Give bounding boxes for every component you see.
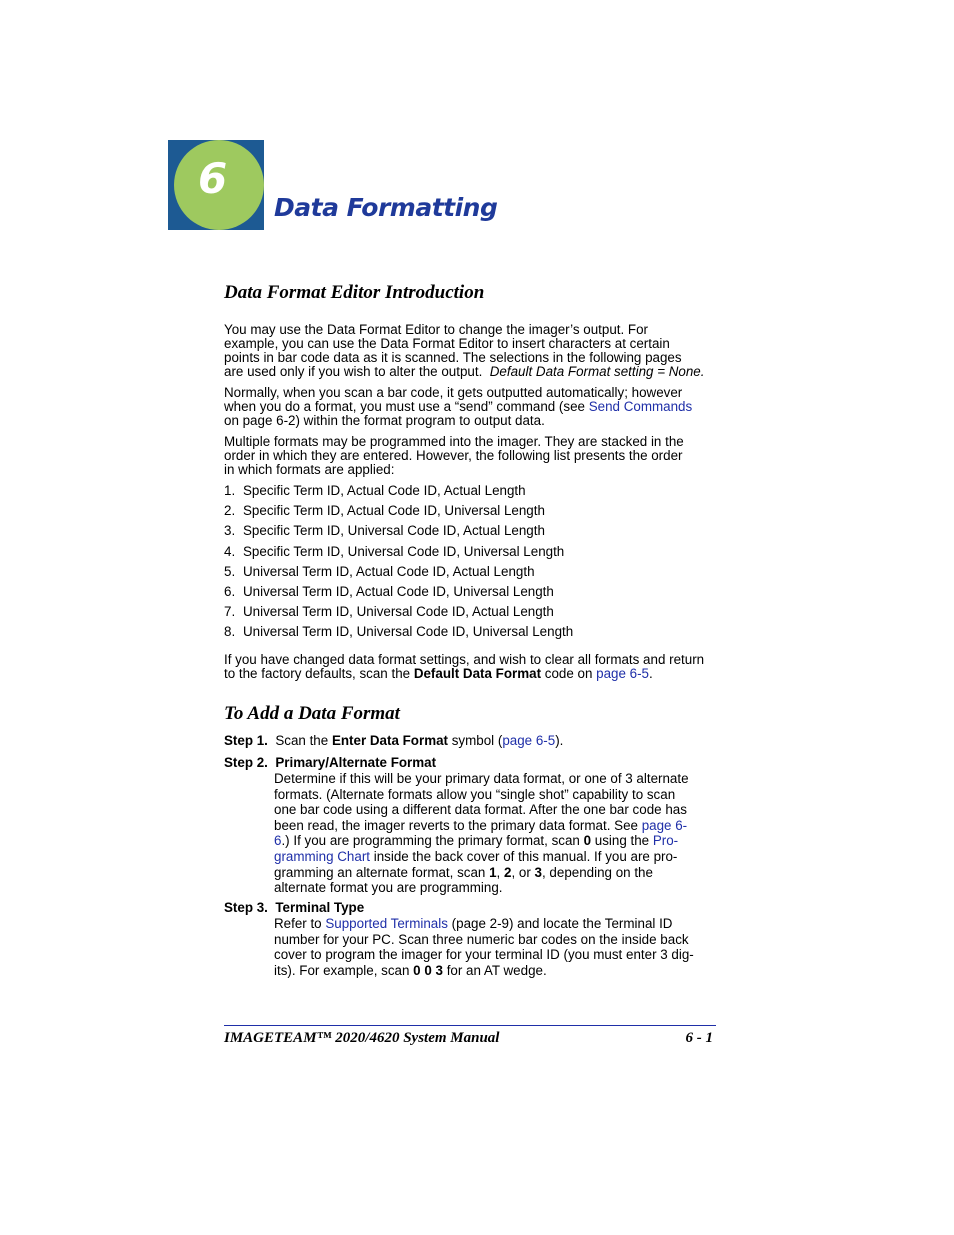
text-line [224, 667, 719, 681]
text-span: when you do a format, you must use a “send” command (see [224, 399, 589, 414]
text-span: .) If you are programming the primary format, scan [281, 833, 584, 849]
text-span: using the [591, 833, 653, 849]
bold-text: 3 [534, 864, 542, 880]
text-span: its). For example, scan [274, 962, 414, 978]
text-line [274, 849, 714, 865]
text-span: Refer to [274, 916, 326, 931]
text-line: number for your PC. Scan three numeric bar codes on the inside back [274, 931, 689, 947]
text-line [274, 833, 714, 849]
default-setting-note: Default Data Format setting = None. [489, 364, 705, 379]
text-line [224, 400, 719, 414]
text-span: are used only if you wish to alter the output. [224, 364, 483, 379]
bold-text: Enter Data Format [331, 733, 449, 748]
list-item-text: Universal Term ID, Actual Code ID, Actual Length [243, 563, 535, 579]
list-item-text: Universal Term ID, Universal Code ID, Universal Length [243, 624, 574, 640]
list-item-number: 8. [224, 624, 236, 640]
list-item-text: Universal Term ID, Actual Code ID, Universal Length [243, 583, 554, 599]
text-span: ). [555, 733, 564, 748]
chapter-number: 6 [198, 154, 228, 203]
section-heading-intro: Data Format Editor Introduction [224, 282, 485, 303]
intro-paragraph [224, 323, 719, 379]
text-line: You may use the Data Format Editor to change the imager’s output. For [224, 322, 649, 337]
list-item [224, 564, 573, 584]
text-span: symbol ( [448, 733, 503, 748]
step-2-heading [224, 756, 436, 770]
list-item-text: Specific Term ID, Actual Code ID, Universal Length [243, 503, 545, 519]
programming-chart-link-cont[interactable]: gramming Chart [274, 848, 370, 864]
list-item [224, 584, 573, 604]
page-6-6-link-cont[interactable]: 6 [274, 833, 282, 849]
format-order-list [224, 483, 573, 645]
text-line: formats. (Alternate formats allow you “single shot” capability to scan [274, 786, 676, 802]
text-span: inside the back cover of this manual. If you are pro- [370, 848, 678, 864]
text-line: If you have changed data format settings, and wish to clear all formats and return [224, 652, 705, 667]
list-item-text: Specific Term ID, Universal Code ID, Universal Length [243, 543, 565, 559]
text-span: gramming an alternate format, scan [274, 864, 490, 880]
step-1 [224, 734, 563, 748]
chapter-title: Data Formatting [274, 193, 498, 222]
clear-formats-paragraph [224, 653, 719, 681]
text-span: , [496, 864, 504, 880]
send-commands-link[interactable]: Send Commands [588, 399, 693, 414]
supported-terminals-link[interactable]: Supported Terminals [325, 916, 448, 931]
page-6-6-link[interactable]: page 6- [641, 817, 688, 833]
bold-text: Default Data Format [413, 666, 542, 681]
text-span: Scan the [267, 733, 332, 748]
chapter-badge [168, 140, 264, 230]
section-heading-add-format: To Add a Data Format [224, 703, 400, 724]
list-item-number: 3. [224, 523, 236, 539]
step-2-body [274, 771, 714, 896]
list-item-number: 2. [224, 503, 236, 519]
text-line [274, 916, 714, 932]
text-span: (page 2-9) and locate the Terminal ID [447, 916, 673, 931]
text-line [274, 818, 714, 834]
list-item [224, 544, 573, 564]
bold-text: 0 [583, 833, 592, 849]
multiple-formats-paragraph [224, 435, 719, 477]
text-span: been read, the imager reverts to the primary data format. See [274, 817, 642, 833]
list-item [224, 503, 573, 523]
text-line: cover to program the imager for your terminal ID (you must enter 3 dig- [274, 947, 694, 963]
step-label: Step 1. [224, 733, 268, 748]
list-item-text: Specific Term ID, Actual Code ID, Actual Length [243, 483, 526, 498]
text-line [224, 365, 719, 379]
step-3-body [274, 916, 714, 978]
text-line: Determine if this will be your primary data format, or one of 3 alternate [274, 771, 689, 786]
text-span: code on [541, 666, 597, 681]
text-span: . [649, 666, 653, 681]
text-line: Normally, when you scan a bar code, it gets outputted automatically; however [224, 385, 683, 400]
list-item [224, 604, 573, 624]
bold-text: 2 [504, 864, 512, 880]
text-span: for an AT wedge. [442, 962, 547, 978]
text-span: , depending on the [541, 864, 653, 880]
send-paragraph [224, 386, 719, 428]
text-span: , or [511, 864, 535, 880]
text-span: to the factory defaults, scan the [224, 666, 414, 681]
text-line: on page 6-2) within the format program to output data. [224, 413, 545, 428]
list-item-number: 4. [224, 543, 236, 559]
list-item [224, 483, 573, 503]
text-line [274, 865, 714, 881]
text-line: points in bar code data as it is scanned. The selections in the following pages [224, 350, 682, 365]
footer-rule [224, 1025, 716, 1026]
text-line: in which formats are applied: [224, 462, 395, 477]
step-3-heading [224, 901, 364, 915]
list-item-text: Specific Term ID, Universal Code ID, Actual Length [243, 523, 545, 539]
list-item-number: 1. [224, 483, 236, 498]
text-line: Multiple formats may be programmed into the imager. They are stacked in the [224, 434, 684, 449]
page-6-5-link[interactable]: page 6-5 [596, 666, 650, 681]
bold-text: 1 [489, 864, 497, 880]
step-label: Step 3. Terminal Type [224, 900, 365, 915]
text-line: example, you can use the Data Format Editor to insert characters at certain [224, 336, 670, 351]
text-line: alternate format you are programming. [274, 880, 503, 896]
text-line: order in which they are entered. However, the following list presents the order [224, 448, 683, 463]
footer-manual-title: IMAGETEAM™ 2020/4620 System Manual [224, 1030, 500, 1046]
list-item-number: 5. [224, 563, 236, 579]
list-item-text: Universal Term ID, Universal Code ID, Actual Length [243, 604, 554, 620]
step-label: Step 2. Primary/Alternate Format [224, 755, 437, 770]
page-6-5-link[interactable]: page 6-5 [502, 733, 556, 748]
list-item [224, 523, 573, 543]
footer-page-number: 6 - 1 [685, 1030, 713, 1046]
text-line: one bar code using a different data format. After the one bar code has [274, 802, 687, 818]
list-item [224, 624, 573, 644]
list-item-number: 7. [224, 604, 236, 620]
bold-text: 0 0 3 [413, 962, 443, 978]
text-line [274, 963, 714, 979]
list-item-number: 6. [224, 583, 236, 599]
programming-chart-link[interactable]: Pro- [652, 833, 679, 849]
